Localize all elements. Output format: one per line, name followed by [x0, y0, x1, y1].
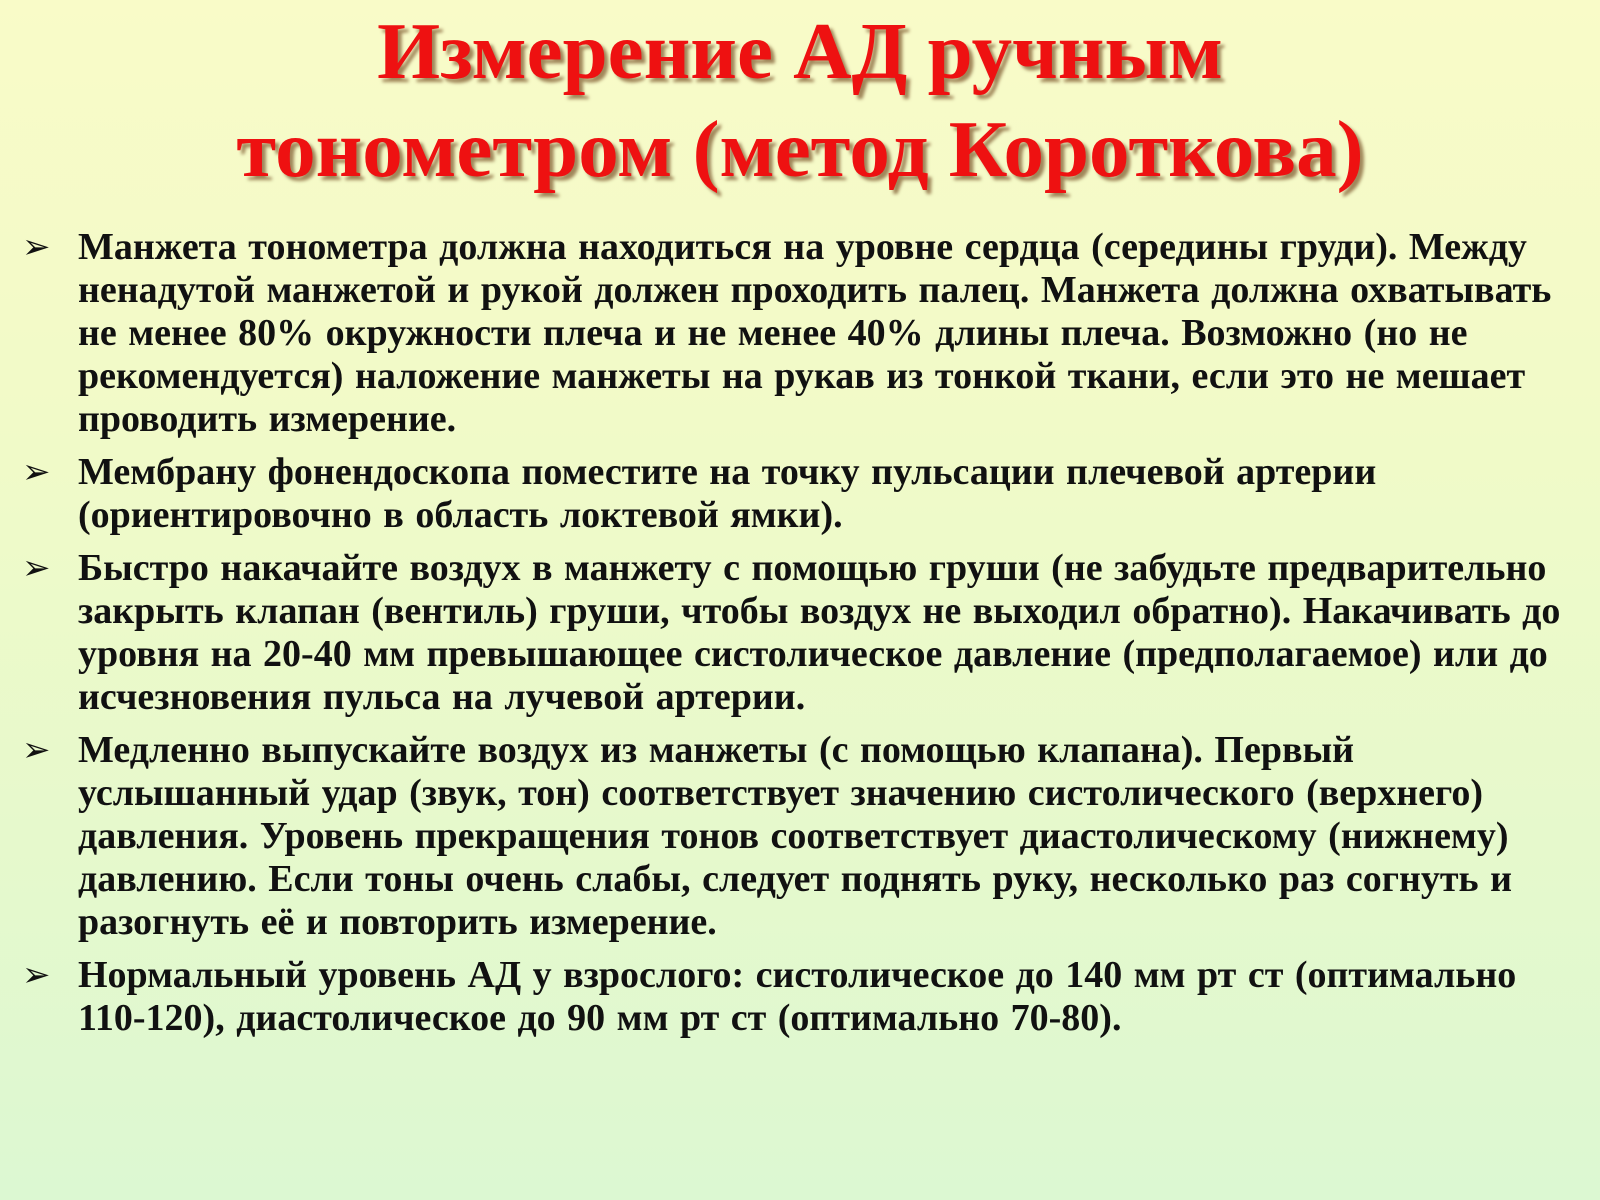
list-item — [22, 547, 1582, 719]
bullet-text: Медленно выпускайте воздух из манжеты (с помощью клапана). Первый услышанный удар (звук, тон) соответствует значению систолического (верхнего) давления. Уровень прекращения тонов соответствует диастолическому (нижнему) давлению. Если тоны очень слабы, следует поднять руку, несколько раз согнуть и разогнуть её и повторить измерение. — [78, 729, 1512, 943]
bullet-list — [22, 226, 1582, 1050]
list-item — [22, 954, 1582, 1040]
bullet-text: Нормальный уровень АД у взрослого: систолическое до 140 мм рт ст (оптимально 110-120), диастолическое до 90 мм рт ст (оптимально 70-80). — [78, 954, 1517, 1039]
list-item — [22, 451, 1582, 537]
arrow-bullet-icon: ➢ — [22, 227, 51, 267]
slide-title-line-1: Измерение АД ручным — [377, 6, 1223, 96]
slide-title — [0, 2, 1600, 198]
arrow-bullet-icon: ➢ — [22, 548, 51, 588]
slide-title-line-2: тонометром (метод Короткова) — [236, 104, 1364, 194]
arrow-bullet-icon: ➢ — [22, 955, 51, 995]
list-item — [22, 729, 1582, 944]
bullet-text: Мембрану фонендоскопа поместите на точку пульсации плечевой артерии (ориентировочно в область локтевой ямки). — [78, 451, 1377, 536]
bullet-text: Манжета тонометра должна находиться на уровне сердца (середины груди). Между ненадутой манжетой и рукой должен проходить палец. Манжета должна охватывать не менее 80% окружности плеча и не менее 40% длины плеча. Возможно (но не рекомендуется) наложение манжеты на рукав из тонкой ткани, если это не мешает проводить измерение. — [78, 226, 1552, 440]
arrow-bullet-icon: ➢ — [22, 452, 51, 492]
bullet-text: Быстро накачайте воздух в манжету с помощью груши (не забудьте предварительно закрыть клапан (вентиль) груши, чтобы воздух не выходил обратно). Накачивать до уровня на 20-40 мм превышающее систолическое давление (предполагаемое) или до исчезновения пульса на лучевой артерии. — [78, 547, 1561, 718]
list-item — [22, 226, 1582, 441]
arrow-bullet-icon: ➢ — [22, 730, 51, 770]
